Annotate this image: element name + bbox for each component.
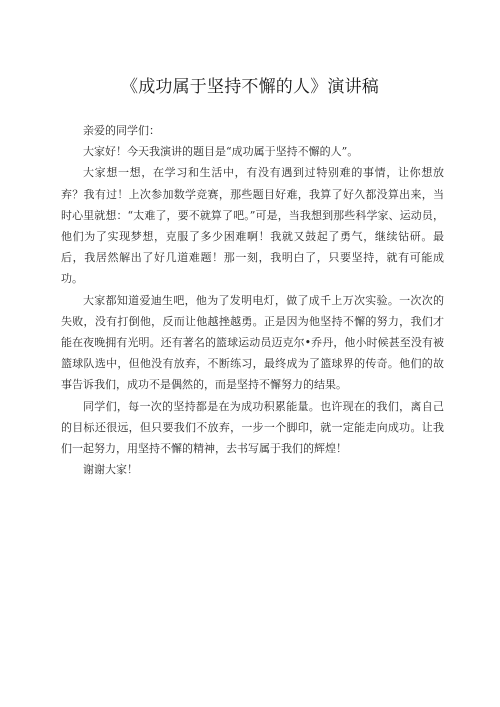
paragraph-3: 大家都知道爱迪生吧，他为了发明电灯，做了成千上万次实验。一次次的失败，没有打倒他，反而让他越挫越勇。正是因为他坚持不懈的努力，我们才能在夜晚拥有光明。还有著名的篮球运动员迈克尔•乔丹，他小时候甚至没有被篮球队选中，但他没有放弃，不断练习，最终成为了篮球界的传奇。他们的故事告诉我们，成功不是偶然的，而是坚持不懈努力的结果。 [61, 293, 444, 392]
paragraph-1: 大家好！今天我演讲的题目是“成功属于坚持不懈的人”。 [83, 145, 359, 159]
greeting-line: 亲爱的同学们： [83, 124, 160, 137]
document-title: 《成功属于坚持不懈的人》演讲稿 [121, 77, 379, 97]
paragraph-4: 同学们，每一次的坚持都是在为成功积累能量。也许现在的我们，离自己的目标还很远，但只要我们不放弃，一步一个脚印，就一定能走向成功。让我们一起努力，用坚持不懈的精神，去书写属于我们的辉煌！ [61, 399, 444, 456]
paragraph-2: 大家想一想，在学习和生活中，有没有遇到过特别难的事情，让你想放弃？我有过！上次参加数学竞赛，那些题目好难，我算了好久都没算出来，当时心里就想：“太难了，要不就算了吧。”可是，当我想到那些科学家、运动员，他们为了实现梦想，克服了多少困难啊！我就又鼓起了勇气，继续钻研。最后，我居然解出了好几道难题！那一刻，我明白了，只要坚持，就有可能成功。 [61, 166, 444, 286]
speech-body [61, 120, 444, 480]
closing-line: 谢谢大家！ [83, 463, 138, 477]
